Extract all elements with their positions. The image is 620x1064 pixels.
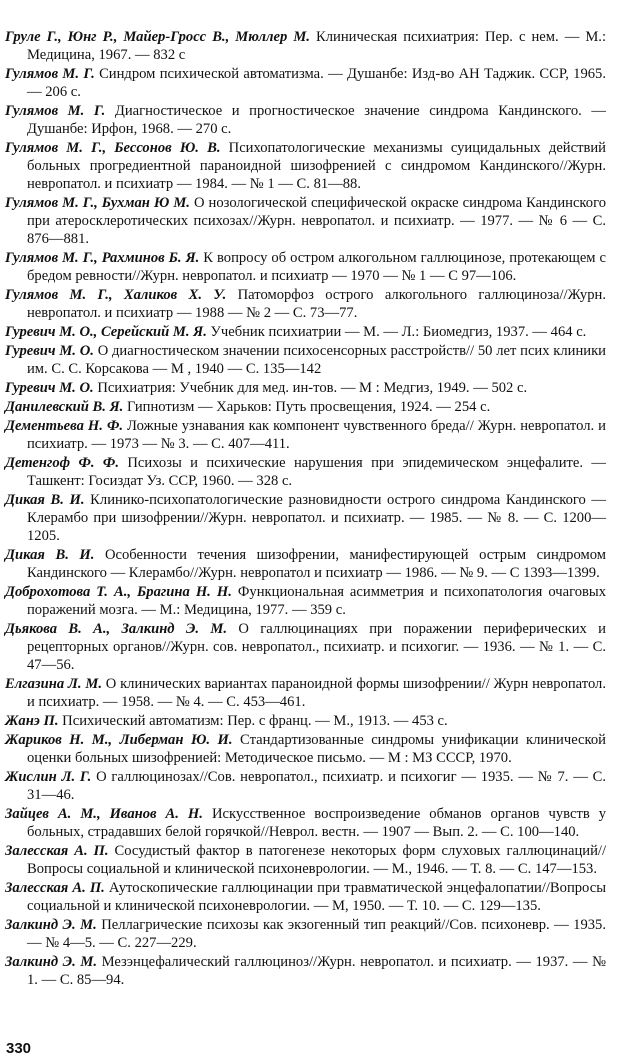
bibliography-entry bbox=[5, 65, 606, 101]
entry-author: Залесская А. П. bbox=[5, 880, 105, 896]
entry-text: Психопатологические механизмы суицидальных действий больных прогредиентной параноидной шизофренией с синдромом Кандинского//Журн. невропатол. и психиатр — 1984. — № 1 — С. 81—88. bbox=[27, 140, 606, 192]
entry-author: Гуревич М. О. bbox=[5, 343, 94, 359]
bibliography-entry bbox=[5, 805, 606, 841]
entry-author: Дикая В. И. bbox=[5, 492, 85, 508]
entry-author: Гулямов М. Г., Бессонов Ю. В. bbox=[5, 140, 221, 156]
bibliography-entry bbox=[5, 491, 606, 545]
entry-author: Гулямов М. Г. bbox=[5, 66, 95, 82]
bibliography-entry bbox=[5, 417, 606, 453]
entry-text: О галлюцинациях при поражении периферических и рецепторных органов//Журн. сов. невропатол., психиатр. и психогиг. — 1936. — № 1. — С. 47—56. bbox=[27, 621, 606, 673]
entry-author: Жислин Л. Г. bbox=[5, 769, 92, 785]
bibliography-entry bbox=[5, 249, 606, 285]
entry-text: Патоморфоз острого алкогольного галлюциноза//Журн. невропатол. и психиатр — 1988 — № 2 — С. 73—77. bbox=[27, 287, 606, 321]
entry-author: Елгазина Л. М. bbox=[5, 676, 102, 692]
entry-author: Жариков Н. М., Либерман Ю. И. bbox=[5, 732, 233, 748]
entry-author: Дикая В. И. bbox=[5, 547, 95, 563]
entry-text: Клинико-психопатологические разновидности острого синдрома Кандинского — Клерамбо при шизофрении//Журн. невропатол. и психиатр. — 1985. — № 8. — С. 1200—1205. bbox=[27, 492, 606, 544]
entry-text: Особенности течения шизофрении, манифестирующей острым синдромом Кандинского — Клерамбо//Журн. невропатол и психиатр — 1986. — № 9. — С 1393—1399. bbox=[27, 547, 606, 581]
bibliography-entry bbox=[5, 620, 606, 674]
entry-author: Гуревич М. О. bbox=[5, 380, 94, 396]
entry-text: Стандартизованные синдромы унификации клинической оценки больных шизофренией: Методическое письмо. — М : МЗ СССР, 1970. bbox=[27, 732, 606, 766]
entry-author: Гулямов М. Г., Рахминов Б. Я. bbox=[5, 250, 200, 266]
bibliography-entry bbox=[5, 28, 606, 64]
entry-text: Синдром психической автоматизма. — Душанбе: Изд-во АН Таджик. ССР, 1965. — 206 с. bbox=[27, 66, 606, 100]
bibliography-entry bbox=[5, 731, 606, 767]
entry-text: Диагностическое и прогностическое значение синдрома Кандинского. — Душанбе: Ирфон, 1968. — 270 с. bbox=[27, 103, 606, 137]
bibliography-entry bbox=[5, 879, 606, 915]
entry-text: Функциональная асимметрия и психопатология очаговых поражений мозга. — М.: Медицина, 1977. — 359 с. bbox=[27, 584, 607, 618]
bibliography-entry bbox=[5, 323, 606, 341]
entry-text: О галлюцинозах//Сов. невропатол., психиатр. и психогиг — 1935. — № 7. — С. 31—46. bbox=[27, 769, 606, 803]
bibliography-entry bbox=[5, 286, 606, 322]
entry-text: Клиническая психиатрия: Пер. с нем. — М.: Медицина, 1967. — 832 с bbox=[27, 29, 607, 63]
bibliography-entry bbox=[5, 675, 606, 711]
entry-text: Ложные узнавания как компонент чувственного бреда// Журн. невропатол. и психиатр. — 1973 — № 3. — С. 407—411. bbox=[27, 418, 606, 452]
bibliography-entry bbox=[5, 194, 606, 248]
entry-text: Мезэнцефалический галлюциноз//Журн. невропатол. и психиатр. — 1937. — № 1. — С. 85—94. bbox=[27, 954, 606, 988]
entry-author: Залкинд Э. М. bbox=[5, 917, 97, 933]
entry-author: Гулямов М. Г., Халиков Х. У. bbox=[5, 287, 227, 303]
entry-text: Аутоскопические галлюцинации при травматической энцефалопатии//Вопросы социальной и клинической психоневрологии. — М, 1950. — Т. 10. — С. 129—135. bbox=[27, 880, 607, 914]
bibliography-entry bbox=[5, 398, 606, 416]
page-number: 330 bbox=[6, 1040, 32, 1057]
entry-text: Гипнотизм — Харьков: Путь просвещения, 1924. — 254 с. bbox=[126, 399, 491, 415]
entry-author: Гулямов М. Г., Бухман Ю М. bbox=[5, 195, 190, 211]
entry-author: Дементьева Н. Ф. bbox=[5, 418, 123, 434]
entry-author: Данилевский В. Я. bbox=[5, 399, 124, 415]
bibliography-entry bbox=[5, 768, 606, 804]
bibliography-entry bbox=[5, 712, 606, 730]
entry-author: Залкинд Э. М. bbox=[5, 954, 97, 970]
entry-text: Сосудистый фактор в патогенезе некоторых форм слуховых галлюцинаций//Вопросы социальной и клинической психоневрологии. — М., 1946. — Т. 8. — С. 147—153. bbox=[27, 843, 606, 877]
entry-author: Дьякова В. А., Залкинд Э. М. bbox=[5, 621, 228, 637]
entry-text: Пеллагрические психозы как экзогенный тип реакций//Сов. психоневр. — 1935. — № 4—5. — С. 227—229. bbox=[27, 917, 607, 951]
entry-author: Зайцев А. М., Иванов А. Н. bbox=[5, 806, 203, 822]
entry-text: Учебник психиатрии — М. — Л.: Биомедгиз, 1937. — 464 с. bbox=[210, 324, 587, 340]
entry-author: Доброхотова Т. А., Брагина Н. Н. bbox=[5, 584, 232, 600]
entry-author: Груле Г., Юнг Р., Майер-Гросс В., Мюллер М. bbox=[5, 29, 310, 45]
bibliography-entry bbox=[5, 139, 606, 193]
entry-text: О диагностическом значении психосенсорных расстройств// 50 лет псих клиники им. С. С. Корсакова — М , 1940 — С. 135—142 bbox=[27, 343, 606, 377]
entry-text: О клинических вариантах параноидной формы шизофрении// Журн невропатол. и психиатр. — 1958. — № 4. — С. 453—461. bbox=[27, 676, 606, 710]
entry-author: Жанэ П. bbox=[5, 713, 59, 729]
entry-text: К вопросу об остром алкогольном галлюцинозе, протекающем с бредом ревности//Журн. невропатол. и психиатр — 1970 — № 1 — С 97—106. bbox=[27, 250, 607, 284]
entry-text: Психозы и психические нарушения при эпидемическом энцефалите. — Ташкент: Госиздат Уз. ССР, 1960. — 328 с. bbox=[27, 455, 606, 489]
bibliography-entry bbox=[5, 953, 606, 989]
bibliography-entry bbox=[5, 454, 606, 490]
bibliography-entry bbox=[5, 546, 606, 582]
entry-text: Искусственное воспроизведение обманов органов чувств у больных, страдавших белой горячкой//Неврол. вестн. — 1907 — Вып. 2. — С. 100—140. bbox=[27, 806, 606, 840]
entry-author: Детенгоф Ф. Ф. bbox=[5, 455, 119, 471]
entry-author: Гуревич М. О., Серейский М. Я. bbox=[5, 324, 207, 340]
entry-text: Психический автоматизм: Пер. с франц. — М., 1913. — 453 с. bbox=[62, 713, 448, 729]
entry-author: Залесская А. П. bbox=[5, 843, 109, 859]
bibliography-entry bbox=[5, 342, 606, 378]
bibliography-entry bbox=[5, 842, 606, 878]
bibliography-list bbox=[5, 28, 606, 989]
entry-author: Гулямов М. Г. bbox=[5, 103, 106, 119]
bibliography-entry bbox=[5, 916, 606, 952]
bibliography-entry bbox=[5, 583, 606, 619]
bibliography-entry bbox=[5, 102, 606, 138]
entry-text: Психиатрия: Учебник для мед. ин-тов. — М : Медгиз, 1949. — 502 с. bbox=[97, 380, 528, 396]
bibliography-entry bbox=[5, 379, 606, 397]
entry-text: О нозологической специфической окраске синдрома Кандинского при атеросклеротических психозах//Журн. невропатол. и психиатр. — 1977. — № 6 — С. 876—881. bbox=[27, 195, 606, 247]
